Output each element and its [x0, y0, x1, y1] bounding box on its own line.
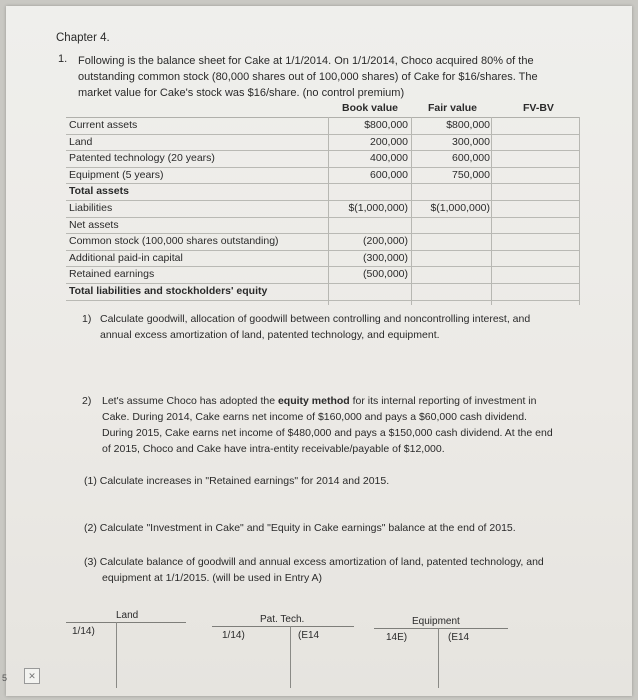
fair-value-cell: 600,000 — [452, 152, 490, 165]
text-run: for its internal reporting of investment in — [349, 395, 537, 407]
fair-value-cell: $800,000 — [446, 119, 490, 131]
question-1-text — [78, 53, 578, 101]
book-value-cell: (200,000) — [363, 235, 408, 248]
part-3-line: equipment at 1/1/2015. (will be used in Entry A) — [102, 572, 323, 584]
row-label: Land — [69, 135, 93, 148]
sub-question-2-line: Cake. During 2014, Cake earns net income of $160,000 and pays a $60,000 cash dividend. — [102, 411, 527, 423]
sub-question-1 — [82, 311, 592, 343]
t-account-title-pat-tech: Pat. Tech. — [260, 614, 305, 625]
table-row — [66, 218, 580, 235]
fair-value-cell: 300,000 — [452, 135, 490, 148]
part-1-prompt: (1) Calculate increases in "Retained earnings" for 2014 and 2015. — [84, 475, 390, 487]
row-label: Common stock (100,000 shares outstanding) — [69, 235, 279, 248]
t-account-pat-tech-divider — [290, 626, 291, 688]
row-label: Total assets — [69, 185, 129, 198]
column-divider — [579, 117, 580, 305]
row-label: Retained earnings — [69, 268, 155, 281]
table-row — [66, 118, 580, 135]
book-value-cell: 200,000 — [370, 135, 408, 148]
header-book-value: Book value — [342, 102, 399, 114]
sub-question-1-line: annual excess amortization of land, patented technology, and equipment. — [100, 329, 440, 341]
t-account-land-topline — [66, 622, 186, 623]
book-value-cell: (500,000) — [363, 268, 408, 281]
fair-value-cell: $(1,000,000) — [430, 201, 490, 214]
t-account-equipment-topline — [374, 628, 508, 629]
table-body — [66, 117, 580, 301]
book-value-cell: 600,000 — [370, 168, 408, 181]
header-fv-bv: FV-BV — [523, 102, 554, 114]
row-label: Total liabilities and stockholders' equity — [69, 284, 268, 297]
sub-question-2-line: of 2015, Choco and Cake have intra-entity receivable/payable of $12,000. — [102, 443, 445, 455]
fair-value-cell: 750,000 — [452, 168, 490, 181]
t-account-title-land: Land — [116, 610, 139, 621]
book-value-cell: $800,000 — [364, 119, 408, 131]
table-row — [66, 284, 580, 301]
sub-question-2-line: During 2015, Cake earns net income of $480,000 and pays a $150,000 cash dividend. At the end — [102, 427, 553, 439]
t-account-equipment-divider — [438, 628, 439, 688]
sub-question-1-number: 1) — [82, 313, 92, 325]
column-divider — [411, 117, 412, 305]
table-header-row — [66, 101, 580, 117]
row-label: Additional paid-in capital — [69, 251, 183, 264]
row-label: Equipment (5 years) — [69, 168, 164, 181]
t-account-pat-tech-debit: 1/14) — [222, 630, 245, 641]
question-1-line: outstanding common stock (80,000 shares out of 100,000 shares) of Cake for $16/shares. The — [78, 71, 538, 83]
table-row — [66, 267, 580, 284]
part-3-prompt — [84, 554, 604, 586]
header-fair-value: Fair value — [428, 102, 478, 114]
equity-method-emphasis: equity method — [277, 395, 350, 407]
table-row — [66, 184, 580, 201]
t-account-land-debit: 1/14) — [72, 626, 95, 637]
t-account-equipment-debit: 14E) — [386, 632, 408, 643]
question-1-line: Following is the balance sheet for Cake at 1/1/2014. On 1/1/2014, Choco acquired 80% of the — [78, 55, 534, 67]
row-label: Current assets — [69, 119, 138, 131]
question-1-number: 1. — [58, 53, 68, 65]
sub-question-2 — [82, 393, 592, 457]
table-row — [66, 168, 580, 185]
sub-question-1-line: Calculate goodwill, allocation of goodwill between controlling and noncontrolling interest, and — [100, 313, 531, 325]
balance-sheet-table — [66, 101, 580, 301]
table-row — [66, 251, 580, 268]
table-row — [66, 135, 580, 152]
book-value-cell: (300,000) — [363, 251, 408, 264]
page-edge-number: 5 — [2, 673, 8, 683]
sub-question-2-line — [102, 393, 592, 409]
sub-question-2-number: 2) — [82, 395, 92, 407]
question-1-line: market value for Cake's stock was $16/share. (no control premium) — [78, 87, 405, 99]
chapter-heading: Chapter 4. — [56, 32, 110, 44]
t-account-pat-tech-topline — [212, 626, 354, 627]
row-label: Patented technology (20 years) — [69, 152, 215, 165]
part-3-line: (3) Calculate balance of goodwill and annual excess amortization of land, patented technology, and — [84, 556, 544, 568]
column-divider — [328, 117, 329, 305]
t-account-title-equipment: Equipment — [412, 616, 460, 627]
t-account-land-divider — [116, 622, 117, 688]
column-divider — [491, 117, 492, 305]
t-account-equipment-credit: (E14 — [448, 632, 470, 643]
book-value-cell: $(1,000,000) — [348, 201, 408, 214]
close-icon[interactable]: ✕ — [24, 668, 40, 684]
book-value-cell: 400,000 — [370, 152, 408, 165]
row-label: Net assets — [69, 218, 119, 231]
table-row — [66, 151, 580, 168]
row-label: Liabilities — [69, 201, 113, 214]
table-row — [66, 234, 580, 251]
table-row — [66, 201, 580, 218]
text-run: Let's assume Choco has adopted the — [102, 395, 278, 407]
t-account-pat-tech-credit: (E14 — [298, 630, 320, 641]
part-2-prompt: (2) Calculate "Investment in Cake" and "Equity in Cake earnings" balance at the end of 2015. — [84, 522, 516, 534]
